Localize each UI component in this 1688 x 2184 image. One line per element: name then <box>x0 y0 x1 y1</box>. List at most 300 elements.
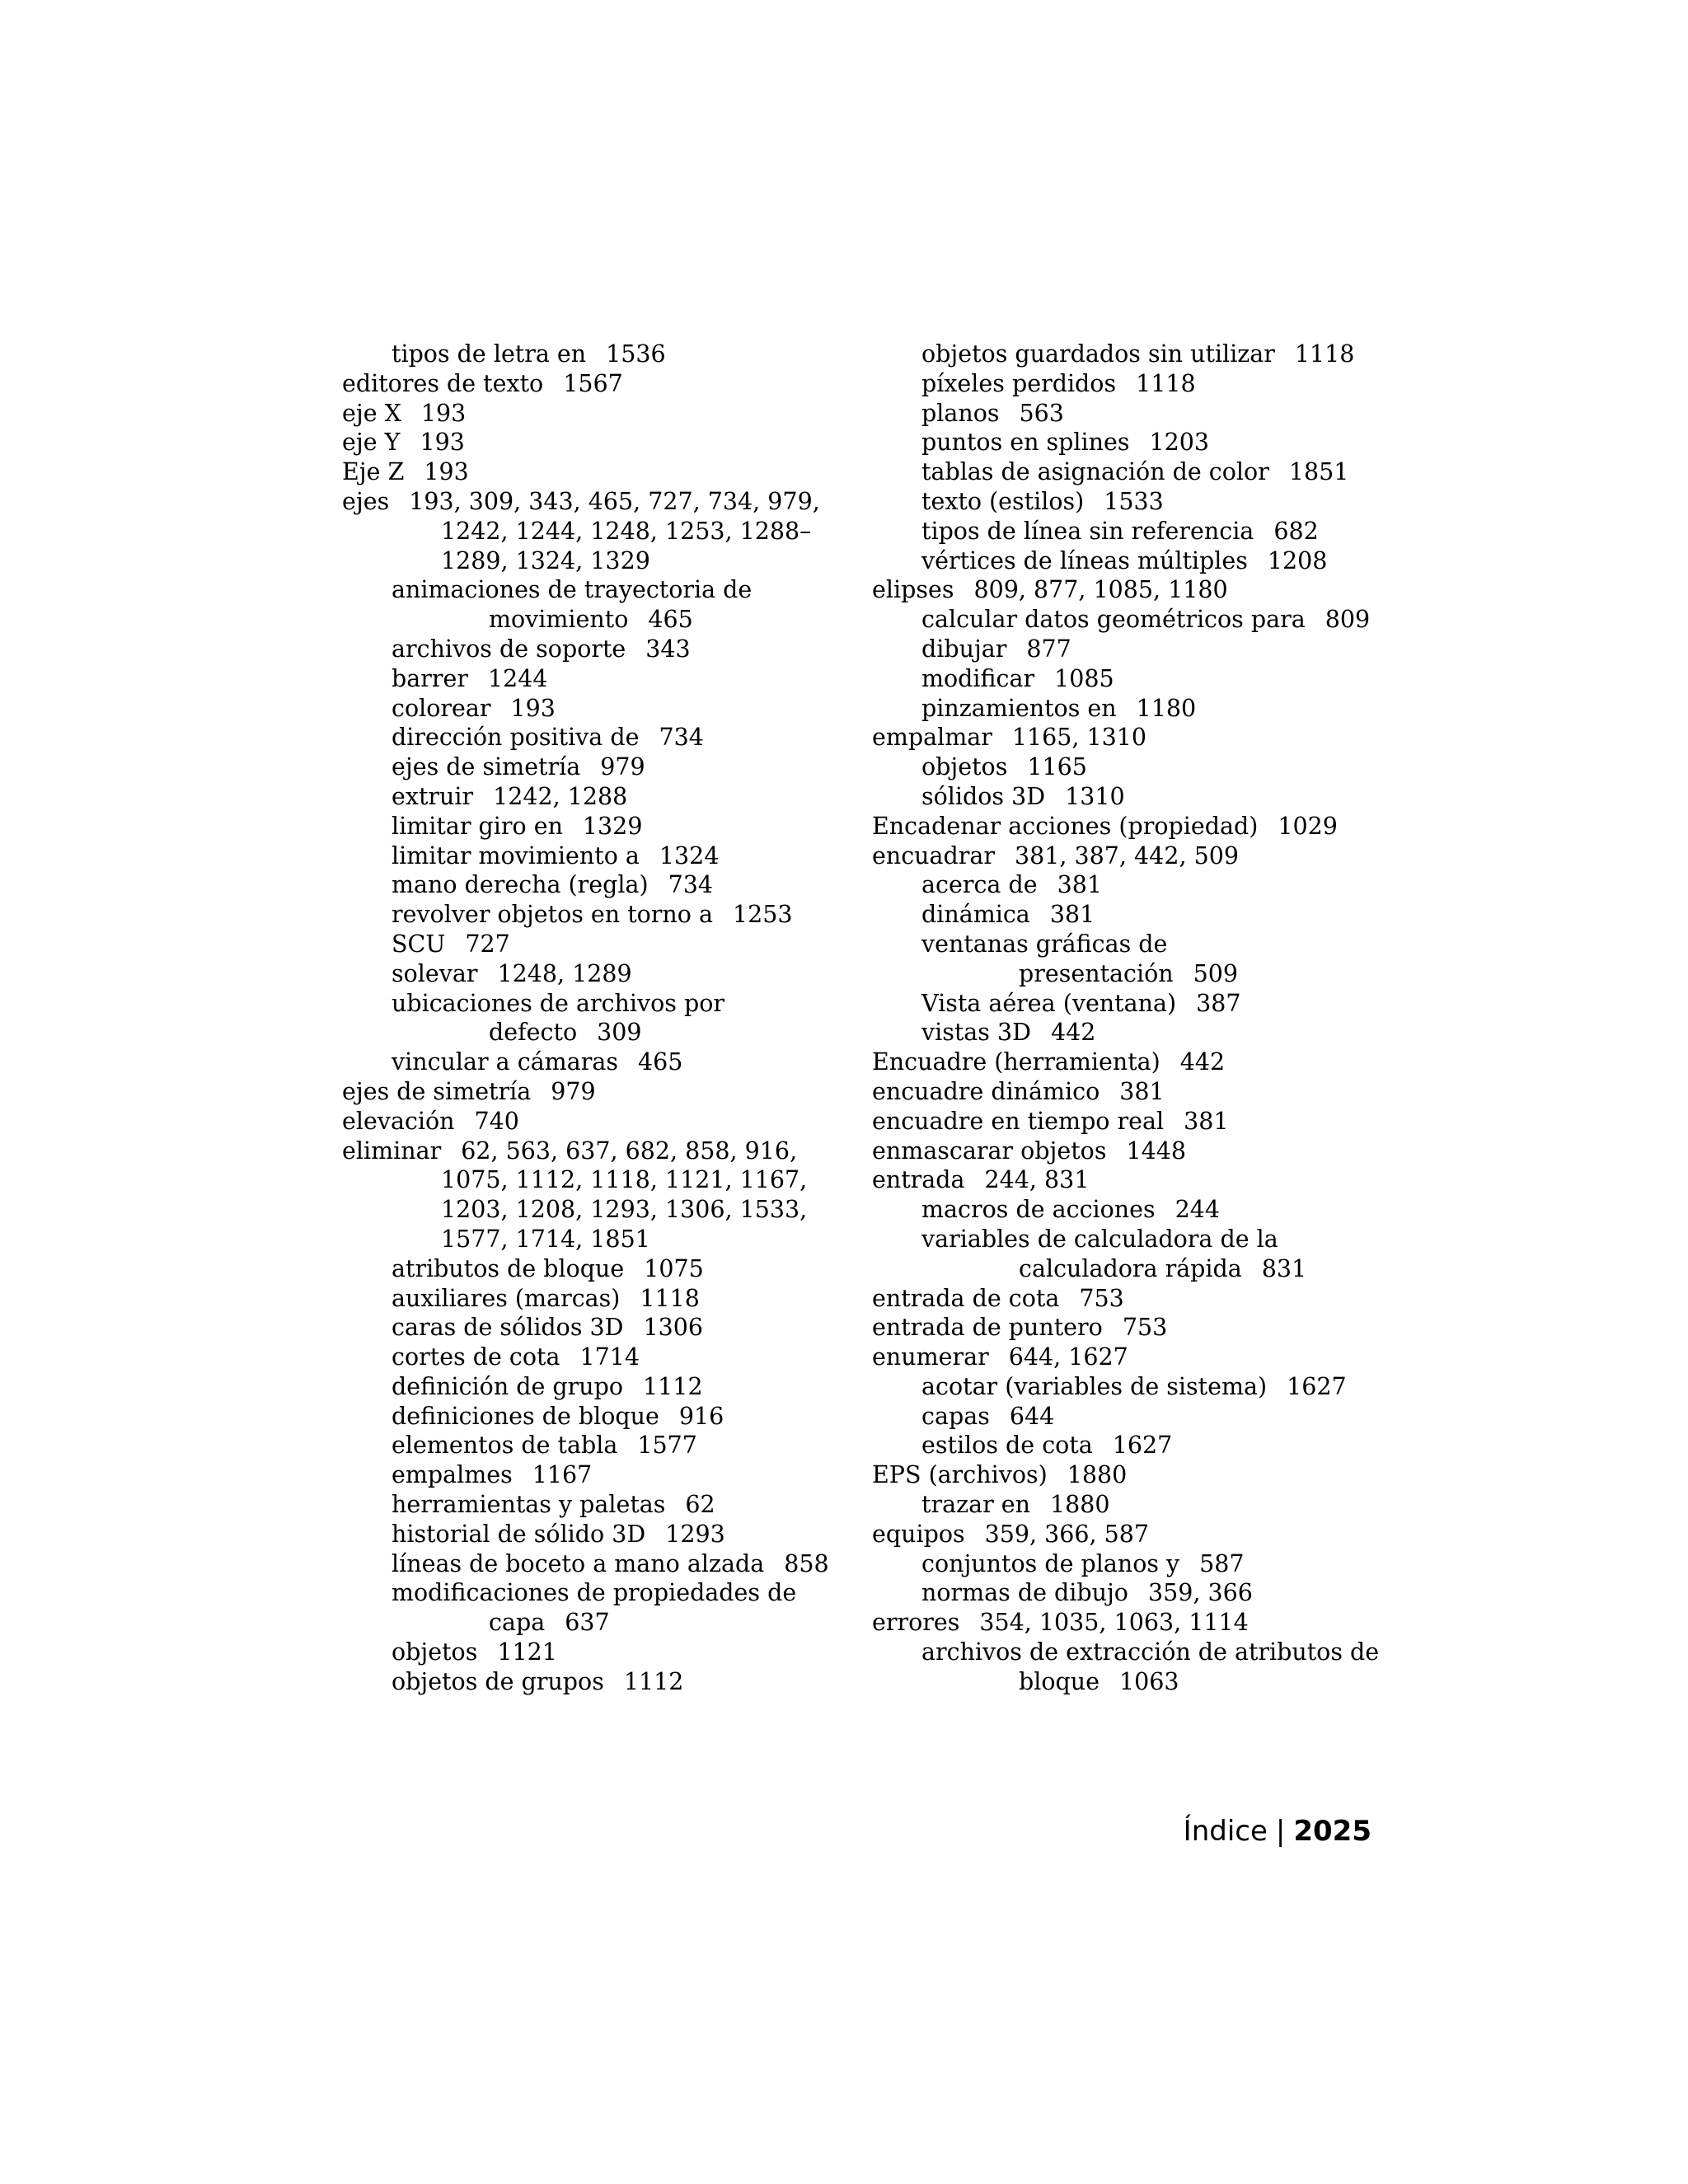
index-entry <box>342 457 857 487</box>
index-line <box>392 870 857 900</box>
index-page-refs: 193 <box>420 429 465 457</box>
index-term: EPS (archivos) <box>872 1461 1048 1489</box>
index-page-refs: 381 <box>1049 901 1095 929</box>
index-line <box>342 1195 857 1225</box>
index-subentry <box>921 635 1387 664</box>
index-line <box>392 1047 857 1077</box>
index-line <box>392 1018 857 1047</box>
index-page-refs: 1167 <box>532 1461 593 1489</box>
index-term: acerca de <box>921 871 1038 899</box>
index-subentry <box>392 575 857 635</box>
index-term: archivos de soporte <box>392 635 626 663</box>
index-line <box>921 487 1387 517</box>
index-page-refs: 1242, 1288 <box>493 782 628 810</box>
index-page-refs: 509 <box>1193 959 1239 987</box>
index-page-refs: 62 <box>685 1491 715 1519</box>
index-term: trazar en <box>921 1491 1030 1519</box>
index-line <box>872 1284 1387 1314</box>
index-term: macros de acciones <box>921 1196 1156 1224</box>
index-line <box>392 1313 857 1343</box>
index-line <box>921 694 1387 724</box>
index-line <box>342 399 857 429</box>
index-line <box>921 1578 1387 1608</box>
index-page-refs: 916 <box>678 1402 724 1430</box>
index-line <box>921 1225 1387 1254</box>
index-page-refs: 1118 <box>1294 340 1355 368</box>
index-subentry <box>921 1372 1387 1402</box>
index-page-refs: 1577, 1714, 1851 <box>441 1225 650 1253</box>
index-page-refs: 1208 <box>1267 546 1328 574</box>
index-term: entrada <box>872 1166 965 1194</box>
index-subentry <box>392 694 857 724</box>
page-footer <box>1184 1815 1372 1848</box>
index-subentry <box>921 900 1387 930</box>
index-page-refs: 644 <box>1009 1402 1055 1430</box>
index-subentry <box>921 870 1387 900</box>
index-term: presentación <box>1019 959 1174 987</box>
index-subentry <box>921 369 1387 399</box>
index-line <box>921 664 1387 694</box>
index-page-refs: 1567 <box>563 369 623 397</box>
index-line <box>872 1313 1387 1343</box>
index-entry <box>872 1313 1387 1343</box>
index-subentry <box>921 930 1387 989</box>
index-page-refs: 1248, 1289 <box>497 959 632 987</box>
index-line <box>392 723 857 752</box>
index-term: tipos de letra en <box>392 340 587 368</box>
index-line <box>921 1402 1387 1432</box>
index-term: herramientas y paletas <box>392 1491 666 1519</box>
index-subentry <box>392 1520 857 1549</box>
index-term: empalmar <box>872 724 992 752</box>
index-line <box>392 1460 857 1490</box>
index-term: atributos de bloque <box>392 1254 625 1282</box>
index-line <box>921 1018 1387 1047</box>
index-subentry <box>921 1638 1387 1697</box>
index-term: errores <box>872 1609 960 1637</box>
index-line <box>921 1254 1387 1284</box>
index-term: estilos de cota <box>921 1432 1093 1460</box>
index-subentry <box>921 1490 1387 1520</box>
index-subentry <box>392 1284 857 1314</box>
index-page-refs: 1118 <box>640 1284 700 1312</box>
index-term: vincular a cámaras <box>392 1048 618 1076</box>
index-page-refs: 381 <box>1057 871 1102 899</box>
index-term: SCU <box>392 930 446 958</box>
index-entry <box>872 1284 1387 1314</box>
index-entry <box>342 1077 857 1107</box>
index-term: variables de calculadora de la <box>921 1225 1278 1253</box>
index-page-refs: 1253 <box>733 901 793 929</box>
index-entry <box>872 1343 1387 1372</box>
index-line <box>872 1460 1387 1490</box>
index-page-refs: 734 <box>668 871 714 899</box>
index-term: elipses <box>872 576 954 604</box>
index-page-refs: 1085 <box>1054 664 1114 692</box>
index-page-refs: 193 <box>424 458 469 486</box>
index-line <box>872 1343 1387 1372</box>
index-page-refs: 442 <box>1050 1019 1096 1047</box>
index-subentry <box>392 1638 857 1667</box>
index-line <box>392 694 857 724</box>
index-entry <box>342 369 857 399</box>
index-page-refs: 1112 <box>623 1667 684 1695</box>
index-term: archivos de extracción de atributos de <box>921 1638 1380 1666</box>
index-line <box>392 340 857 369</box>
index-page-refs: 193 <box>420 399 467 427</box>
index-term: dinámica <box>921 901 1030 929</box>
index-page-refs: 354, 1035, 1063, 1114 <box>979 1609 1249 1637</box>
index-page-refs: 465 <box>637 1048 683 1076</box>
footer-separator: | <box>1275 1815 1286 1848</box>
index-page-refs: 809 <box>1325 606 1371 634</box>
index-term: conjuntos de planos y <box>921 1549 1180 1577</box>
index-line <box>392 752 857 782</box>
index-line <box>392 812 857 841</box>
index-term: calcular datos geométricos para <box>921 606 1306 634</box>
index-term: puntos en splines <box>921 429 1130 457</box>
index-term: empalmes <box>392 1461 513 1489</box>
index-page-refs: 387 <box>1196 989 1241 1017</box>
index-subentry <box>392 782 857 812</box>
index-line <box>921 457 1387 487</box>
index-term: Encuadre (herramienta) <box>872 1048 1160 1076</box>
index-term: encuadrar <box>872 841 996 869</box>
index-term: Encadenar acciones (propiedad) <box>872 812 1259 840</box>
index-term: pinzamientos en <box>921 694 1117 722</box>
index-term: texto (estilos) <box>921 487 1085 515</box>
index-page-refs: 809, 877, 1085, 1180 <box>973 576 1228 604</box>
index-page-refs: 1329 <box>582 812 643 840</box>
index-page-refs: 1577 <box>637 1432 697 1460</box>
index-page-refs: 1714 <box>579 1343 640 1371</box>
index-line <box>392 1284 857 1314</box>
index-line <box>392 1578 857 1608</box>
index-entry <box>342 487 857 575</box>
index-line <box>872 1608 1387 1638</box>
index-page-refs: 309 <box>597 1019 642 1047</box>
index-line <box>872 841 1387 871</box>
index-page-refs: 1118 <box>1136 369 1196 397</box>
index-term: historial de sólido 3D <box>392 1520 646 1548</box>
index-subentry <box>921 399 1387 429</box>
index-page-refs: 587 <box>1199 1549 1245 1577</box>
index-page-refs: 734 <box>659 724 704 752</box>
index-page-refs: 1306 <box>643 1314 704 1342</box>
index-subentry <box>921 664 1387 694</box>
index-page-refs: 359, 366 <box>1147 1579 1253 1607</box>
index-line <box>392 930 857 959</box>
index-subentry <box>921 752 1387 782</box>
index-term: auxiliares (marcas) <box>392 1284 621 1312</box>
index-term: modificar <box>921 664 1035 692</box>
index-page-refs: 244, 831 <box>984 1166 1090 1194</box>
index-term: movimiento <box>489 606 629 634</box>
index-page-refs: 1063 <box>1118 1667 1179 1695</box>
page-number: 2025 <box>1293 1815 1372 1848</box>
index-term: capas <box>921 1402 990 1430</box>
index-term: solevar <box>392 959 478 987</box>
index-page-refs: 1289, 1324, 1329 <box>441 546 650 574</box>
index-line <box>392 605 857 635</box>
index-term: enumerar <box>872 1343 989 1371</box>
index-line <box>392 1372 857 1402</box>
index-term: dibujar <box>921 635 1007 663</box>
index-entry <box>342 1107 857 1137</box>
index-page-refs: 979 <box>551 1077 596 1105</box>
index-column-left <box>342 340 857 1697</box>
index-line <box>392 841 857 871</box>
index-page-refs: 1310 <box>1065 782 1125 810</box>
index-page-refs: 831 <box>1261 1254 1307 1282</box>
index-subentry <box>921 782 1387 812</box>
index-term: enmascarar objetos <box>872 1137 1107 1165</box>
index-term: Vista aérea (ventana) <box>921 989 1177 1017</box>
index-line <box>872 1077 1387 1107</box>
index-line <box>921 1667 1387 1697</box>
index-line <box>921 752 1387 782</box>
index-line <box>392 1638 857 1667</box>
index-entry <box>342 399 857 429</box>
index-line <box>392 1254 857 1284</box>
index-page-refs: 1244 <box>487 664 548 692</box>
index-subentry <box>921 605 1387 635</box>
index-term: sólidos 3D <box>921 782 1046 810</box>
index-term: extruir <box>392 782 474 810</box>
index-page-refs: 1075, 1112, 1118, 1121, 1167, <box>441 1166 808 1194</box>
index-subentry <box>921 1018 1387 1047</box>
index-term: dirección positiva de <box>392 724 640 752</box>
index-subentry <box>921 340 1387 369</box>
index-term: objetos <box>921 753 1008 781</box>
index-term: eliminar <box>342 1137 442 1165</box>
index-page-refs: 244 <box>1175 1196 1221 1224</box>
index-page-refs: 62, 563, 637, 682, 858, 916, <box>461 1137 798 1165</box>
index-page-refs: 979 <box>600 753 645 781</box>
index-term: vistas 3D <box>921 1019 1031 1047</box>
index-term: acotar (variables de sistema) <box>921 1372 1268 1400</box>
index-line <box>392 1490 857 1520</box>
index-subentry <box>392 1578 857 1638</box>
index-line <box>342 546 857 576</box>
index-term: caras de sólidos 3D <box>392 1314 624 1342</box>
index-page-refs: 465 <box>648 606 693 634</box>
index-term: entrada de puntero <box>872 1314 1103 1342</box>
index-term: eje X <box>342 399 401 427</box>
index-line <box>392 664 857 694</box>
index-line <box>342 1225 857 1254</box>
index-line <box>872 1047 1387 1077</box>
index-page-refs: 1203, 1208, 1293, 1306, 1533, <box>441 1196 808 1224</box>
index-subentry <box>392 930 857 959</box>
index-term: objetos guardados sin utilizar <box>921 340 1275 368</box>
index-term: barrer <box>392 664 468 692</box>
index-subentry <box>392 1313 857 1343</box>
index-entry <box>872 1165 1387 1195</box>
index-subentry <box>392 1549 857 1579</box>
index-line <box>921 340 1387 369</box>
index-page-refs: 563 <box>1019 399 1064 427</box>
index-page-refs: 343 <box>645 635 691 663</box>
index-page-refs: 1121 <box>497 1638 557 1666</box>
index-subentry <box>392 664 857 694</box>
index-line <box>342 487 857 517</box>
index-term: eje Y <box>342 429 401 457</box>
index-entry <box>872 1608 1387 1638</box>
index-page-refs: 1324 <box>659 841 720 869</box>
index-term: Eje Z <box>342 458 405 486</box>
index-subentry <box>392 1254 857 1284</box>
index-term: editores de texto <box>342 369 544 397</box>
index-term: encuadre en tiempo real <box>872 1107 1165 1135</box>
index-term: calculadora rápida <box>1019 1254 1242 1282</box>
index-subentry <box>392 1343 857 1372</box>
index-subentry <box>392 1431 857 1460</box>
index-subentry <box>392 870 857 900</box>
index-term: elevación <box>342 1107 455 1135</box>
index-line <box>392 989 857 1019</box>
index-term: entrada de cota <box>872 1284 1060 1312</box>
index-entry <box>872 723 1387 752</box>
index-term: ejes de simetría <box>392 753 581 781</box>
index-line <box>921 1431 1387 1460</box>
index-term: definiciones de bloque <box>392 1402 659 1430</box>
index-term: limitar giro en <box>392 812 563 840</box>
index-line <box>921 635 1387 664</box>
index-page-refs: 753 <box>1122 1314 1168 1342</box>
index-term: normas de dibujo <box>921 1579 1128 1607</box>
index-page-refs: 1165 <box>1027 753 1087 781</box>
index-term: mano derecha (regla) <box>392 871 649 899</box>
index-subentry <box>921 546 1387 576</box>
index-line <box>342 1165 857 1195</box>
index-subentry <box>392 900 857 930</box>
index-term: revolver objetos en torno a <box>392 901 713 929</box>
index-subentry <box>921 487 1387 517</box>
index-entry <box>872 1137 1387 1166</box>
index-subentry <box>392 752 857 782</box>
index-line <box>921 428 1387 457</box>
index-page-refs: 858 <box>784 1549 829 1577</box>
index-page-refs: 1029 <box>1278 812 1338 840</box>
index-page-refs: 1112 <box>643 1372 703 1400</box>
index-term: limitar movimiento a <box>392 841 640 869</box>
index-line <box>342 1077 857 1107</box>
index-line <box>342 1107 857 1137</box>
index-line <box>392 1343 857 1372</box>
index-page-refs: 1180 <box>1136 694 1197 722</box>
index-entry <box>342 1137 857 1254</box>
index-line <box>392 1431 857 1460</box>
index-term: objetos de grupos <box>392 1667 604 1695</box>
index-page-refs: 359, 366, 587 <box>984 1520 1150 1548</box>
index-entry <box>342 428 857 457</box>
index-page-refs: 381 <box>1184 1107 1229 1135</box>
index-line <box>342 1137 857 1166</box>
index-line <box>921 1372 1387 1402</box>
index-term: modificaciones de propiedades de <box>392 1579 797 1607</box>
index-term: animaciones de trayectoria de <box>392 576 753 604</box>
index-subentry <box>921 1578 1387 1608</box>
index-term: planos <box>921 399 1000 427</box>
index-page-refs: 644, 1627 <box>1008 1343 1128 1371</box>
index-page-refs: 753 <box>1079 1284 1124 1312</box>
index-entry <box>872 1107 1387 1137</box>
index-line <box>921 605 1387 635</box>
index-page-refs: 1880 <box>1067 1461 1128 1489</box>
index-page-refs: 1203 <box>1149 429 1210 457</box>
index-entry <box>872 575 1387 605</box>
index-line <box>392 782 857 812</box>
index-page-refs: 381 <box>1119 1077 1165 1105</box>
index-entry <box>872 1460 1387 1490</box>
index-line <box>921 1490 1387 1520</box>
index-subentry <box>392 1460 857 1490</box>
index-line <box>392 1608 857 1638</box>
index-entry <box>872 1047 1387 1077</box>
index-line <box>392 959 857 989</box>
index-subentry <box>921 457 1387 487</box>
index-line <box>921 1549 1387 1579</box>
index-line <box>921 517 1387 546</box>
index-subentry <box>392 1372 857 1402</box>
index-line <box>921 782 1387 812</box>
index-entry <box>872 1077 1387 1107</box>
index-term: píxeles perdidos <box>921 369 1117 397</box>
index-subentry <box>921 428 1387 457</box>
index-entry <box>872 812 1387 841</box>
index-subentry <box>921 694 1387 724</box>
index-term: capa <box>489 1609 546 1637</box>
index-subentry <box>392 1490 857 1520</box>
index-subentry <box>921 1195 1387 1225</box>
index-line <box>342 517 857 546</box>
index-page-refs: 1448 <box>1126 1137 1186 1165</box>
index-page-refs: 1627 <box>1287 1372 1347 1400</box>
index-page-refs: 193, 309, 343, 465, 727, 734, 979, <box>409 487 820 515</box>
index-page-refs: 1880 <box>1049 1491 1110 1519</box>
index-page-refs: 727 <box>465 930 510 958</box>
index-line <box>921 900 1387 930</box>
index-line <box>392 575 857 605</box>
index-subentry <box>921 989 1387 1019</box>
index-subentry <box>392 340 857 369</box>
index-line <box>921 1638 1387 1667</box>
index-entry <box>872 1520 1387 1549</box>
index-page-refs: 193 <box>510 694 556 722</box>
index-line <box>392 1402 857 1432</box>
index-subentry <box>921 1549 1387 1579</box>
index-page-refs: 740 <box>474 1107 519 1135</box>
index-page-refs: 1851 <box>1288 458 1349 486</box>
index-subentry <box>392 1047 857 1077</box>
index-line <box>872 1165 1387 1195</box>
index-line <box>921 1195 1387 1225</box>
footer-section-label: Índice <box>1183 1815 1268 1848</box>
index-line <box>872 723 1387 752</box>
index-term: tablas de asignación de color <box>921 458 1269 486</box>
index-term: encuadre dinámico <box>872 1077 1100 1105</box>
index-term: objetos <box>392 1638 478 1666</box>
index-line <box>392 635 857 664</box>
index-term: elementos de tabla <box>392 1432 618 1460</box>
index-subentry <box>921 517 1387 546</box>
index-column-right <box>872 340 1387 1697</box>
index-term: bloque <box>1019 1667 1100 1695</box>
index-line <box>921 870 1387 900</box>
index-line <box>921 989 1387 1019</box>
index-subentry <box>392 1667 857 1697</box>
